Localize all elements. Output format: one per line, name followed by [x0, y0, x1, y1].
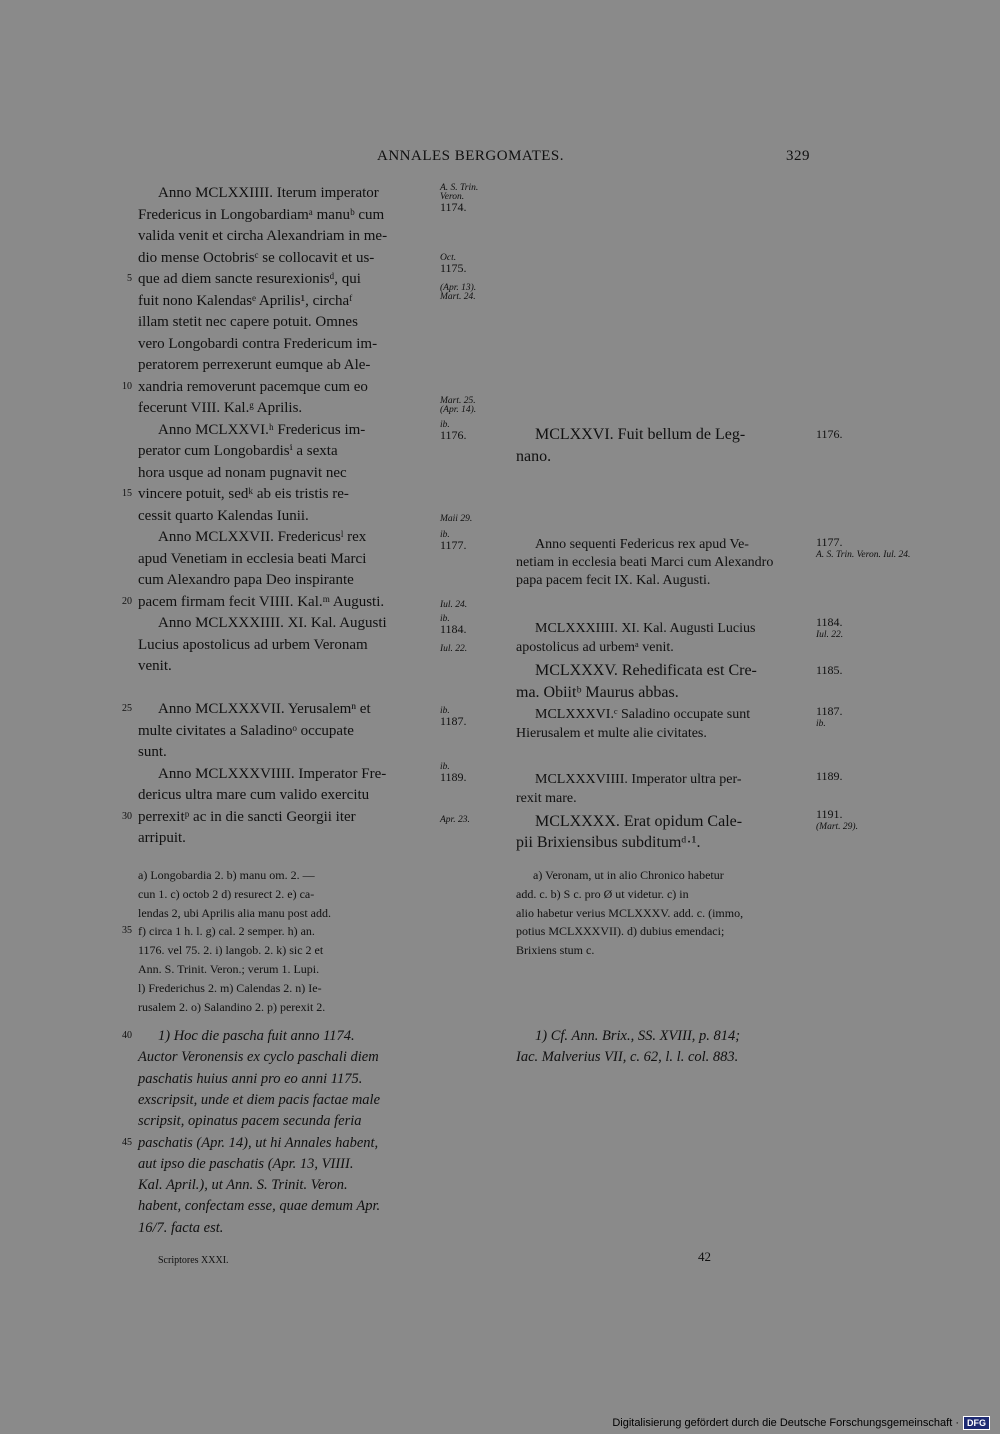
text-line: dericus ultra mare cum valido exercitu	[138, 787, 370, 803]
note-line: paschatis huius anni pro eo anni 1175.	[138, 1070, 363, 1087]
note-line: 1) Hoc die pascha fuit anno 1174.	[158, 1028, 355, 1044]
text-line: dio mense Octobrisᶜ se collocavit et us-	[138, 249, 375, 266]
text-line: illam stetit nec capere potuit. Omnes	[138, 314, 358, 330]
text-line: Anno MCLXXVI.ʰ Fredericus im-	[158, 421, 366, 438]
margin-note: (Apr. 13).	[440, 283, 477, 293]
footnote-line: add. c. b) S c. pro Ø ut videtur. c) in	[516, 886, 689, 901]
text-line: vero Longobardi contra Fredericum im-	[138, 335, 378, 352]
right-margin-note: ib.	[816, 719, 826, 729]
right-margin-note: A. S. Trin. Veron. Iul. 24.	[816, 550, 911, 560]
text-line: Anno MCLXXIIII. Iterum imperator	[158, 185, 379, 201]
footnote-line: alio habetur verius MCLXXXV. add. c. (immo,	[516, 905, 744, 920]
text-line: Anno MCLXXXVIIII. Imperator Fre-	[158, 765, 387, 782]
text-line: peratorem perrexerunt eumque ab Ale-	[138, 357, 371, 373]
right-text-line: MCLXXXVIIII. Imperator ultra per-	[535, 772, 742, 787]
margin-note: Mart. 24.	[440, 292, 476, 302]
margin-note: Oct.	[440, 253, 457, 263]
margin-note: ib.	[440, 530, 450, 540]
footer-bar	[605, 1414, 990, 1432]
line-number: 5	[127, 273, 132, 284]
text-line: xandria removerunt pacemque cum eo	[138, 378, 368, 395]
text-line: Fredericus in Longobardiamᵃ manuᵇ cum	[138, 206, 385, 223]
right-text-line: netiam in ecclesia beati Marci cum Alexandro	[516, 555, 774, 570]
margin-note: ib.	[440, 762, 450, 772]
margin-year: 1189.	[440, 770, 467, 784]
margin-note: ib.	[440, 706, 450, 716]
text-line: fuit nono Kalendasᵉ Aprilis¹, circhaᶠ	[138, 292, 353, 309]
note-line: Auctor Veronensis ex cyclo paschali diem	[138, 1049, 379, 1066]
margin-note: Iul. 22.	[440, 644, 468, 654]
right-text-line: MCLXXXIIII. XI. Kal. Augusti Lucius	[535, 621, 756, 636]
text-line: que ad diem sancte resurexionisᵈ, qui	[138, 271, 361, 287]
line-number: 25	[122, 703, 132, 714]
note-line: 1) Cf. Ann. Brix., SS. XVIII, p. 814;	[535, 1028, 741, 1044]
text-line: cessit quarto Kalendas Iunii.	[138, 507, 309, 524]
text-line: venit.	[138, 658, 172, 674]
line-number: 30	[122, 810, 132, 822]
right-margin-year: 1191.	[816, 807, 843, 821]
text-line: valida venit et circha Alexandriam in me-	[138, 228, 388, 244]
note-line: paschatis (Apr. 14), ut hi Annales habent,	[138, 1134, 379, 1151]
margin-note: Apr. 23.	[440, 815, 470, 825]
right-text-line: MCLXXXVI.ᶜ Saladino occupate sunt	[535, 707, 751, 722]
footnote-line: a) Longobardia 2. b) manu om. 2. —	[138, 868, 315, 882]
footnote-line: f) circa 1 h. l. g) cal. 2 semper. h) an.	[138, 924, 315, 939]
margin-note: Iul. 24.	[440, 600, 468, 610]
footnote-line: rusalem 2. o) Salandino 2. p) perexit 2.	[138, 999, 326, 1014]
margin-year: 1175.	[440, 261, 467, 275]
right-text-line: apostolicus ad urbemᵃ venit.	[516, 640, 674, 655]
right-margin-year: 1187.	[816, 704, 843, 718]
right-margin-year: 1184.	[816, 615, 843, 629]
right-margin-note: (Mart. 29).	[816, 822, 858, 832]
footnote-line: potius MCLXXXVII). d) dubius emendaci;	[516, 924, 725, 939]
footnote-line: Brixiens stum c.	[516, 943, 595, 958]
text-line: perrexitᵖ ac in die sancti Georgii iter	[138, 808, 356, 825]
note-line: Iac. Malverius VII, c. 62, l. l. col. 883.	[516, 1049, 739, 1066]
margin-year: 1187.	[440, 714, 467, 728]
margin-note: Mart. 25.	[440, 396, 476, 406]
dfg-logo-icon[interactable]: DFG	[963, 1416, 990, 1430]
right-margin-note: Iul. 22.	[816, 630, 844, 640]
margin-note: Veron.	[440, 192, 465, 202]
margin-note: A. S. Trin.	[440, 183, 479, 193]
text-line: arripuit.	[138, 830, 186, 846]
margin-year: 1177.	[440, 538, 467, 552]
text-line: perator cum Longobardisⁱ a sexta	[138, 443, 338, 459]
right-margin-year: 1176.	[816, 427, 843, 441]
right-margin-year: 1189.	[816, 769, 843, 783]
right-text-line: MCLXXXV. Rehedificata est Cre-	[535, 662, 757, 679]
line-number: 40	[122, 1030, 132, 1041]
footnote-line: cun 1. c) octob 2 d) resurect 2. e) ca-	[138, 886, 315, 901]
note-line: habent, confectam esse, quae demum Apr.	[138, 1198, 381, 1215]
margin-note: ib.	[440, 614, 450, 624]
note-line: aut ipso die paschatis (Apr. 13, VIIII.	[138, 1155, 354, 1172]
margin-note: (Apr. 14).	[440, 405, 477, 415]
note-line: scripsit, opinatus pacem secunda feria	[138, 1113, 362, 1130]
right-text-line: ma. Obiitᵇ Maurus abbas.	[516, 684, 679, 701]
line-number: 20	[122, 595, 132, 607]
text-line: Anno MCLXXVII. Fredericusˡ rex	[158, 529, 367, 545]
right-text-line: MCLXXXX. Erat opidum Cale-	[535, 813, 743, 830]
footnote-line: lendas 2, ubi Aprilis alia manu post add.	[138, 905, 331, 920]
footnote-line: 1176. vel 75. 2. i) langob. 2. k) sic 2 et	[138, 943, 324, 958]
signature-line: Scriptores XXXI.	[158, 1255, 229, 1266]
right-text-line: nano.	[516, 448, 552, 465]
text-line: apud Venetiam in ecclesia beati Marci	[138, 550, 367, 567]
margin-year: 1174.	[440, 200, 467, 214]
signature-mark: 42	[698, 1249, 711, 1264]
right-text-line: papa pacem fecit IX. Kal. Augusti.	[516, 573, 711, 588]
line-number: 15	[122, 488, 132, 499]
note-line: exscripsit, unde et diem pacis factae male	[138, 1091, 381, 1108]
note-line: Kal. April.), ut Ann. S. Trinit. Veron.	[138, 1177, 348, 1194]
right-text-line: Anno sequenti Federicus rex apud Ve-	[535, 537, 749, 552]
text-line: cum Alexandro papa Deo inspirante	[138, 572, 354, 588]
text-line: pacem firmam fecit VIIII. Kal.ᵐ Augusti.	[138, 593, 385, 610]
text-line: fecerunt VIII. Kal.ᵍ Aprilis.	[138, 400, 303, 416]
margin-note: ib.	[440, 420, 450, 430]
line-number: 45	[122, 1136, 132, 1148]
footnote-line: a) Veronam, ut in alio Chronico habetur	[533, 868, 724, 882]
right-margin-year: 1177.	[816, 535, 843, 549]
text-line: multe civitates a Saladinoᵒ occupate	[138, 722, 354, 739]
footnote-line: Ann. S. Trinit. Veron.; verum 1. Lupi.	[138, 962, 320, 976]
margin-note: Maii 29.	[440, 514, 473, 524]
right-text-line: Hierusalem et multe alie civitates.	[516, 726, 707, 741]
text-line: Lucius apostolicus ad urbem Veronam	[138, 636, 368, 653]
footnote-line: l) Frederichus 2. m) Calendas 2. n) Ie-	[138, 980, 322, 995]
right-margin-year: 1185.	[816, 663, 843, 677]
text-line: vincere potuit, sedᵏ ab eis tristis re-	[138, 486, 349, 502]
line-number: 35	[122, 925, 132, 937]
margin-year: 1176.	[440, 428, 467, 442]
text-line: Anno MCLXXXVII. Yerusalemⁿ et	[158, 701, 371, 717]
page-number: 329	[786, 148, 810, 164]
line-number: 10	[122, 380, 132, 392]
running-title: ANNALES BERGOMATES.	[377, 148, 565, 164]
note-line: 16/7. facta est.	[138, 1219, 224, 1236]
text-line: hora usque ad nonam pugnavit nec	[138, 464, 347, 481]
text-line: sunt.	[138, 744, 167, 760]
right-text-line: MCLXXVI. Fuit bellum de Leg-	[535, 426, 746, 443]
text-line: Anno MCLXXXIIII. XI. Kal. Augusti	[158, 615, 387, 631]
margin-year: 1184.	[440, 622, 467, 636]
footer-text: Digitalisierung gefördert durch die Deutsche Forschungsgemeinschaft ·	[612, 1417, 959, 1429]
right-text-line: rexit mare.	[516, 791, 577, 806]
right-text-line: pii Brixiensibus subditumᵈ·¹.	[516, 834, 701, 851]
